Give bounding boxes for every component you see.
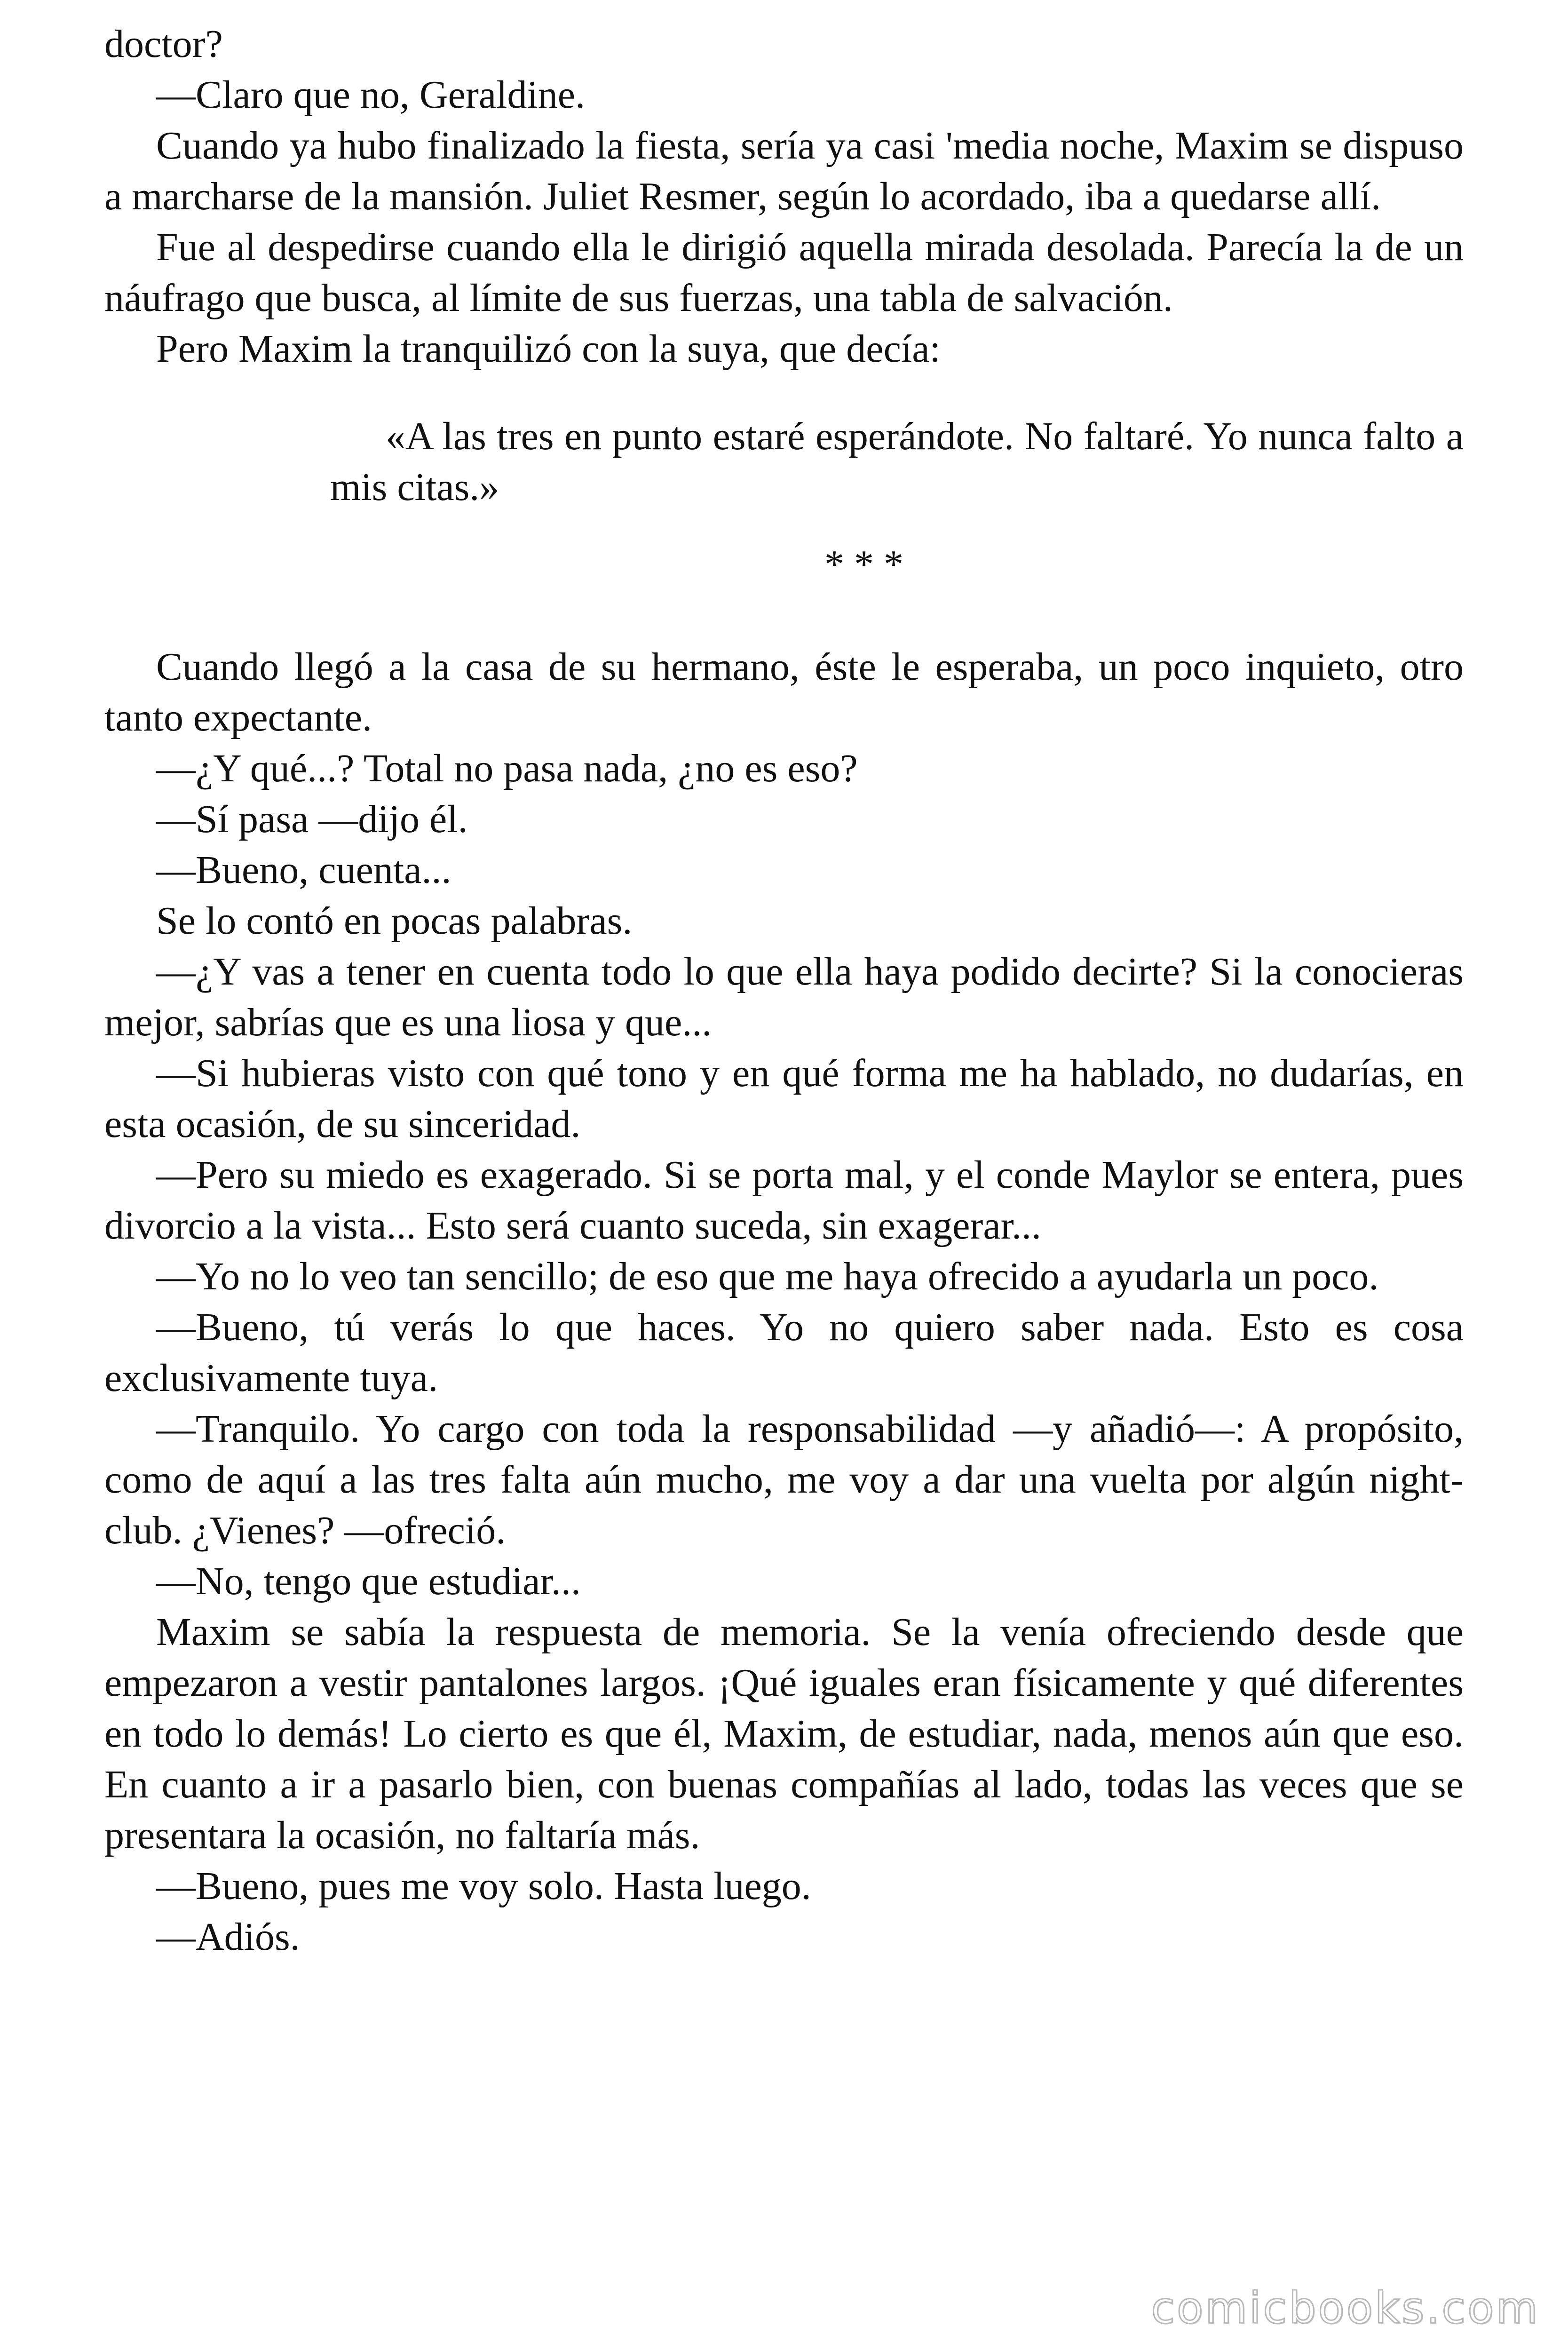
paragraph: Pero Maxim la tranquilizó con la suya, que decía: (156, 327, 941, 371)
paragraph: —Tranquilo. Yo cargo con toda la responsabilidad —y añadió—: A propósito, como de aquí a las tres falta aún mucho, me voy a dar una vuelta por algún night- club. ¿Vienes? —ofreció. (104, 1407, 1464, 1552)
paragraph: —Bueno, pues me voy solo. Hasta luego. (156, 1864, 811, 1908)
paragraph: Cuando llegó a la casa de su hermano, éste le esperaba, un poco inquieto, otro tanto expectante. (104, 645, 1464, 739)
watermark: comicbooks.com (1151, 2283, 1540, 2333)
paragraph: —Bueno, tú verás lo que haces. Yo no quiero saber nada. Esto es cosa exclusivamente tuya. (104, 1305, 1464, 1400)
paragraph: —Bueno, cuenta... (156, 848, 451, 892)
paragraph: Fue al despedirse cuando ella le dirigió aquella mirada desolada. Parecía la de un náufrago que busca, al límite de sus fuerzas, una tabla de salvación. (104, 225, 1464, 320)
paragraph: —Yo no lo veo tan sencillo; de eso que me haya ofrecido a ayudarla un poco. (156, 1255, 1379, 1298)
paragraph: Cuando ya hubo finalizado la fiesta, sería ya casi 'media noche, Maxim se dispuso a marcharse de la mansión. Juliet Resmer, según lo acordado, iba a quedarse allí. (104, 124, 1464, 218)
paragraph: —Pero su miedo es exagerado. Si se porta mal, y el conde Maylor se entera, pues divorcio a la vista... Esto será cuanto suceda, sin exagerar... (104, 1153, 1464, 1248)
paragraph: —Claro que no, Geraldine. (156, 73, 586, 117)
paragraph: —¿Y qué...? Total no pasa nada, ¿no es eso? (156, 747, 858, 790)
paragraph: doctor? (104, 22, 223, 66)
body-text (104, 19, 1464, 1963)
paragraph: —Si hubieras visto con qué tono y en qué forma me ha hablado, no dudarías, en esta ocasión, de su sinceridad. (104, 1051, 1464, 1146)
section-break: * * * (824, 542, 903, 586)
paragraph: —¿Y vas a tener en cuenta todo lo que ella haya podido decirte? Si la conocieras mejor, sabrías que es una liosa y que... (104, 950, 1464, 1044)
quoted-letter: «A las tres en punto estaré esperándote. No faltaré. Yo nunca falto a mis citas.» (330, 414, 1464, 509)
paragraph: —Adiós. (156, 1915, 300, 1959)
paragraph: Se lo contó en pocas palabras. (156, 899, 633, 943)
paragraph: Maxim se sabía la respuesta de memoria. Se la venía ofreciendo desde que empezaron a vestir pantalones largos. ¡Qué iguales eran físicamente y qué diferentes en todo lo demás! Lo cierto es que él, Maxim, de estudiar, nada, menos aún que eso. En cuanto a ir a pasarlo bien, con buenas compañías al lado, todas las veces que se presentara la ocasión, no faltaría más. (104, 1610, 1464, 1857)
paragraph: —No, tengo que estudiar... (156, 1559, 581, 1603)
paragraph: —Sí pasa —dijo él. (156, 797, 468, 841)
